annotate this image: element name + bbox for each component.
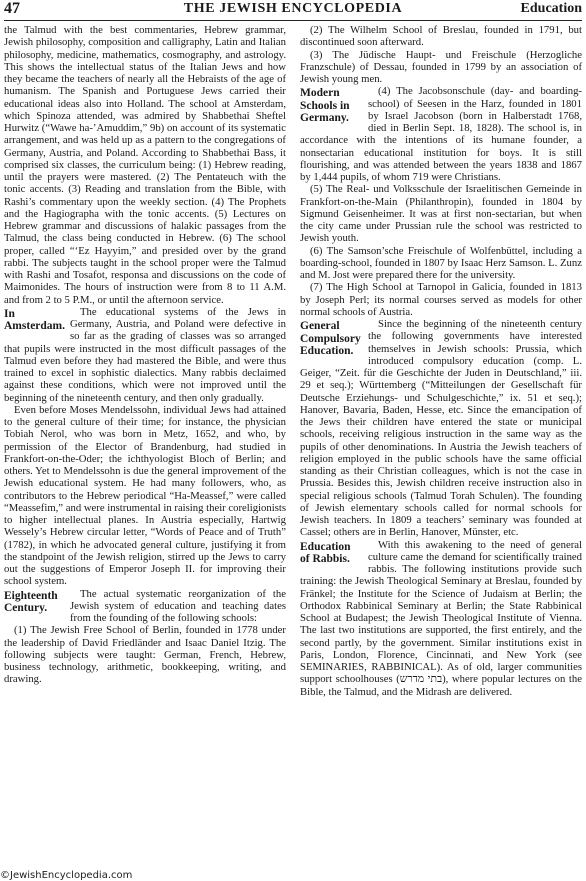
paragraph: With this awakening to the need of general culture came the demand for scientifically trained rabbis. The following institutions provide such training: the Jewish Theological Seminary at Breslau, founded by Fränkel; the Institute for the Science of Judaism at Berlin; the Orthodox Rabbinical Seminary at Berlin; the State Rabbinical School at Budapest; the Jewish Theological Institute of Vienna. The last two institutions are supported, the first entirely, and the second partly, by the government. Similar institutions exist in Paris, London, Florence, Cincinnati, and New York (see SEMINARIES, RABBINICAL). As of old, larger communities support schoolhouses (בתי מדרש), where popular lectures on the Bible, the Talmud, and the Midrash are delivered. xyxy=(300,538,582,698)
section-name: Education xyxy=(520,1,582,16)
paragraph: The educational systems of the Jews in Germany, Austria, and Poland were defective in so far as the grading of classes was so arranged that pupils were instructed in the most difficult passages of the Talmud even before they had mastered the Bible, and were thus trained to excel in sophistic dialectics. Many rabbis declaimed against these conditions, which were not improved until the beginning of the nineteenth century, and then only gradually. xyxy=(4,305,286,404)
page-header xyxy=(4,0,582,21)
paragraph: (1) The Jewish Free School of Berlin, founded in 1778 under the leadership of David Friedländer and Isaac Daniel Itzig. The following subjects were taught: German, French, Hebrew, business technology, arithmetic, bookkeeping, writing, and drawing. xyxy=(4,624,286,686)
paragraph: (7) The High School at Tarnopol in Galicia, founded in 1813 by Joseph Perl; its normal courses served as models for other normal schools of Austria. xyxy=(300,281,582,318)
paragraph: (4) The Jacobsonschule (day- and boarding-school) of Seesen in the Harz, founded in 1801 by Israel Jacobson (born in Halberstadt 1768, died in Berlin Sept. 18, 1828). The school is, in accordance with the intentions of its humane founder, a nonsectarian educational institution for boys. It is still flourishing, and was attended between the years 1838 and 1867 by 1,444 pupils, of whom 719 were Christians. xyxy=(300,85,582,183)
paragraph: The actual systematic reorganization of the Jewish system of education and teaching dates from the founding of the following schools: xyxy=(70,587,286,624)
watermark: ©JewishEncyclopedia.com xyxy=(0,870,133,881)
sidenote-modern-schools: Modern Schools in Germany. xyxy=(300,87,350,125)
paragraph: (5) The Real- und Volksschule der Israelitischen Gemeinde in Frankfort-on-the-Main (Philanthropin), founded in 1804 by Sigmund Geisenheimer. It was at first non-sectarian, but when the city came under Prussian rule the school was restricted to Jewish youth. xyxy=(300,183,582,245)
sidenote-education-of-rabbis: Education of Rabbis. xyxy=(300,540,351,565)
sidenote-compulsory-education: General Compulsory Education. xyxy=(300,320,361,357)
paragraph: the Talmud with the best commentaries, Hebrew grammar, Jewish philosophy, composition and calligraphy, Latin and Italian philosophy, medicine, mathematics, cosmography, and astrology. This shows the intellectual status of the Italian Jews and how they became the teachers of nearly all the Hebraists of the age of humanism. The Spanish and Portuguese Jews carried their educational ideas also into Holland. The school at Amsterdam, which Spinoza attended, was admired by Shabbethai Sheftel Hurwitz (“Wawe ha-’Amuddim,” 9b) on account of its systematic arrangement, and was held up as a pattern to the congregations of Germany, Austria, and Poland. According to Shabbethai Bass, it comprised six classes, the curriculum being: (1) Hebrew reading, until the prayers were mastered. (2) The Pentateuch with the tonic accents. (3) Reading and translation from the Bible, with Rashi’s commentary upon the weekly section. (4) The Prophets and the Hagiographa with the tonic accents. (5) Lectures on Hebrew grammar and discussions of halakic passages from the Talmud, the class being conducted in Hebrew. (6) The school proper, called “‘Ez Hayyim,” and presided over by the grand rabbi. The subjects taught in the school proper were the Talmud with Rashi and Tosafot, responsa and discussions on the code of Maimonides. The hours of instruction were from 8 to 11 A.M. and from 2 to 5 P.M., or until the afternoon service. xyxy=(4,24,286,306)
paragraph: (3) The Jüdische Haupt- und Freischule (Herzogliche Franzschule) of Dessau, founded in 1799 by an association of Jewish young men. xyxy=(300,48,582,85)
paragraph: Even before Moses Mendelssohn, individual Jews had attained to the general culture of their time; for instance, the physician Tobiah Nerol, who was born in Metz, 1652, and who, by permission of the Elector of Brandenburg, had studied in Frankfort-on-the-Oder; the ichthyologist Bloch of Berlin; and others. Yet to Mendelssohn is due the general improvement of the Jewish educational system. He had many followers, who, as contributors to the Hebrew periodical “Ha-Meassef,” were called “Meassefim,” and were instrumental in raising their coreligionists to higher intellectual planes. In Austria especially, Hartwig Wessely’s Hebrew circular letter, “Words of Peace and of Truth” (1782), in which he advocated general culture, justifying it from the standpoint of the Jewish religion, stirred up the Jews to carry out the suggestions of Emperor Joseph II. for improving their school system. xyxy=(4,403,286,588)
right-column xyxy=(300,24,582,698)
sidenote-eighteenth-century: Eighteenth Century. xyxy=(4,589,58,614)
left-column xyxy=(4,24,286,686)
paragraph: Since the beginning of the nineteenth century the following governments have interested themselves in Jewish schools: Prussia, which introduced compulsory education (comp. L. Geiger, “Zeit. für die Geschichte der Juden in Deutschland,” iii. 29 et seq.); Württemberg (“Mitteilungen der Gesellschaft für Deutsche Erziehungs- und Schulgeschichte,” ix. 51 et seq.); Hanover, Bavaria, Baden, Hesse, etc. Since the emancipation of the Jews their children have entered the state or municipal schools, receiving religious instruction in the same way as the pupils of other denominations. In Austria the Jewish teachers of religion employed in the public schools have the same official standing as their Christian colleagues, which is not the case in Prussia. Besides this, Jewish children receive instruction also in special religious schools (Talmud Torah Schulen). The founding of Jewish elementary schools called for normal schools for Jewish teachers. In 1809 a teachers’ seminary was founded at Cassel; others are in Berlin, Hanover, Münster, etc. xyxy=(300,318,582,539)
page-number: 47 xyxy=(4,0,20,17)
running-title: THE JEWISH ENCYCLOPEDIA xyxy=(183,1,403,16)
paragraph: (2) The Wilhelm School of Breslau, founded in 1791, but discontinued soon afterward. xyxy=(300,24,582,49)
paragraph: (6) The Samson’sche Freischule of Wolfenbüttel, including a boarding-school, founded in 1807 by Isaac Herz Samson. L. Zunz and M. Jost were prepared there for the university. xyxy=(300,244,582,281)
sidenote-amsterdam: In Amsterdam. xyxy=(4,307,65,333)
